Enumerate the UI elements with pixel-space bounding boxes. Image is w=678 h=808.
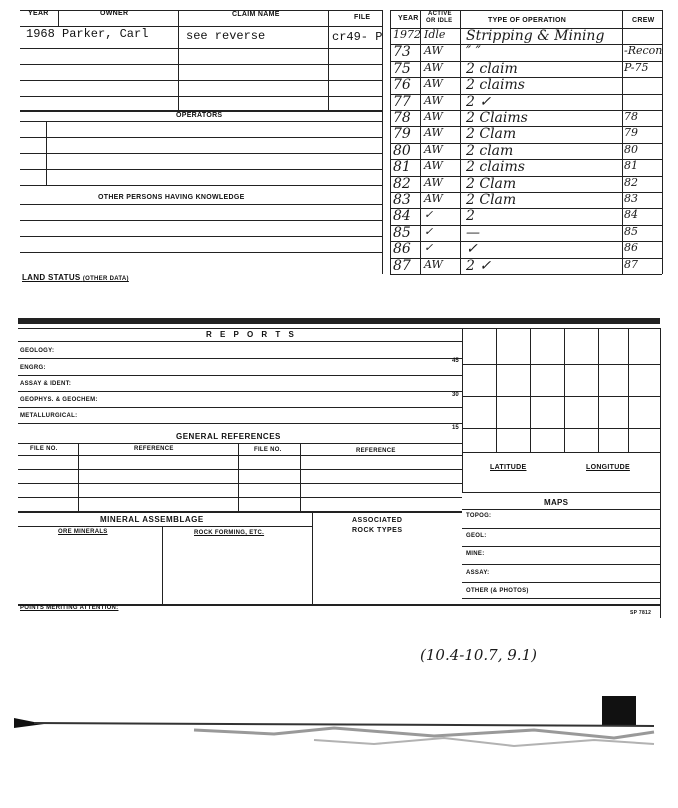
ops-operation: 2 ✓ <box>466 93 492 110</box>
ops-operation: 2 clam <box>466 142 514 159</box>
ops-operation: 2 Clam <box>466 192 517 208</box>
scan-noise-band <box>14 716 662 752</box>
record-claim-name: see reverse <box>186 29 266 43</box>
ops-crew: 79 <box>624 126 638 140</box>
header-idle: OR IDLE <box>426 18 453 24</box>
header-claim-name: CLAIM NAME <box>232 11 280 18</box>
reports-geophys: GEOPHYS. & GEOCHEM: <box>20 397 98 403</box>
land-status-sub: (OTHER DATA) <box>82 276 129 282</box>
reports-metallurgical: METALLURGICAL: <box>20 413 78 419</box>
ops-row-line <box>390 274 662 275</box>
ops-crew: 78 <box>624 110 638 123</box>
reports-title: R E P O R T S <box>206 330 297 339</box>
ops-crew: 87 <box>624 257 638 271</box>
ops-crew: -Recon <box>624 44 663 58</box>
record-year: 1968 <box>26 27 55 41</box>
ops-status: ✓ <box>424 224 434 238</box>
ops-year: 86 <box>393 241 411 258</box>
ops-status: Idle <box>424 28 446 41</box>
ops-year: 1972 <box>393 28 421 41</box>
ops-status: AW <box>424 77 443 91</box>
maps-assay: ASSAY: <box>466 570 490 576</box>
ops-year: 81 <box>393 159 411 176</box>
ops-operation: 2 Clam <box>466 175 517 192</box>
maps-other: OTHER (& PHOTOS) <box>466 588 529 594</box>
reports-geology: GEOLOGY: <box>20 348 55 354</box>
ops-status: AW <box>424 257 443 271</box>
header-owner: OWNER <box>100 10 129 17</box>
scale-45: 45 <box>452 358 459 364</box>
scale-15: 15 <box>452 425 459 431</box>
ops-status: ✓ <box>424 241 434 255</box>
ore-minerals-label: ORE MINERALS <box>58 529 108 535</box>
ops-crew: P-75 <box>624 60 649 74</box>
header-crew: CREW <box>632 17 655 24</box>
ops-status: AW <box>424 93 443 107</box>
ops-operation: Stripping & Mining <box>466 28 605 44</box>
ref-file-no-2: FILE NO. <box>254 447 282 453</box>
ops-crew: 80 <box>624 142 638 156</box>
ops-year: 73 <box>393 44 411 61</box>
ops-status: AW <box>424 192 443 205</box>
ops-status: AW <box>424 110 443 123</box>
ops-operation: 2 ✓ <box>466 257 492 274</box>
form-number: SP 7812 <box>630 610 652 616</box>
ops-status: ✓ <box>424 208 434 222</box>
ops-operation: — <box>466 224 480 241</box>
ops-status: AW <box>424 159 443 173</box>
ops-year: 77 <box>393 93 411 110</box>
reports-top-band <box>18 318 660 324</box>
maps-geol: GEOL: <box>466 533 487 539</box>
ops-status: AW <box>424 175 443 189</box>
maps-topog: TOPOG: <box>466 513 492 519</box>
maps-mine: MINE: <box>466 551 485 557</box>
handwritten-reference: (10.4-10.7, 9.1) <box>420 646 537 664</box>
ops-year: 85 <box>393 224 411 241</box>
other-persons-label: OTHER PERSONS HAVING KNOWLEDGE <box>98 194 245 201</box>
ops-crew: 83 <box>624 192 638 205</box>
header-file: FILE <box>354 14 371 21</box>
ops-year: 82 <box>393 175 411 192</box>
ops-operation: 2 claim <box>466 60 518 77</box>
header-year: YEAR <box>28 10 49 17</box>
ops-year: 75 <box>393 60 411 77</box>
ops-year: 84 <box>393 208 411 225</box>
ops-year: 87 <box>393 257 411 274</box>
ops-operation: 2 <box>466 208 475 225</box>
ops-year: 76 <box>393 77 411 94</box>
rock-forming-label: ROCK FORMING, ETC. <box>194 530 265 536</box>
reports-engrg: ENGRG: <box>20 365 46 371</box>
record-owner: Parker, Carl <box>62 27 149 41</box>
ops-status: AW <box>424 44 443 58</box>
ops-operation: 2 claims <box>466 159 525 176</box>
ops-crew: 84 <box>624 208 638 222</box>
ref-reference-2: REFERENCE <box>356 448 396 454</box>
scale-30: 30 <box>452 392 459 398</box>
longitude-label: LONGITUDE <box>586 464 630 471</box>
reports-assay: ASSAY & IDENT: <box>20 381 72 387</box>
header-type-of-operation: TYPE OF OPERATION <box>488 17 567 24</box>
ops-crew: 85 <box>624 224 638 238</box>
ops-year: 83 <box>393 192 411 208</box>
ops-crew: 82 <box>624 175 638 189</box>
ops-status: AW <box>424 60 443 74</box>
ops-status: AW <box>424 126 443 140</box>
ref-file-no-1: FILE NO. <box>30 446 58 452</box>
ops-crew: 86 <box>624 241 638 255</box>
header-right-year: YEAR <box>398 15 419 22</box>
ops-status: AW <box>424 142 443 156</box>
ops-crew: 81 <box>624 159 638 173</box>
points-meriting-attention: POINTS MERITING ATTENTION: <box>20 605 119 611</box>
ops-year: 79 <box>393 126 411 143</box>
ops-year: 78 <box>393 110 411 126</box>
ref-reference-1: REFERENCE <box>134 446 174 452</box>
latitude-label: LATITUDE <box>490 464 527 471</box>
ops-year: 80 <box>393 142 411 159</box>
ops-operation: 2 Clam <box>466 126 517 143</box>
associated-label: ASSOCIATED <box>352 517 403 524</box>
ops-operation: 2 Claims <box>466 110 528 126</box>
operators-label: OPERATORS <box>176 112 223 119</box>
record-file: cr49- P <box>332 30 383 44</box>
ops-operation: ✓ <box>466 241 478 258</box>
header-active: ACTIVE <box>428 11 452 17</box>
ops-operation: ″ ″ <box>466 44 481 61</box>
rock-types-label: ROCK TYPES <box>352 527 403 534</box>
mineral-assemblage-title: MINERAL ASSEMBLAGE <box>100 515 204 524</box>
land-status-text: LAND STATUS <box>22 273 81 282</box>
ops-operation: 2 claims <box>466 77 525 94</box>
maps-title: MAPS <box>544 498 569 507</box>
land-status-label <box>22 273 129 282</box>
general-references-title: GENERAL REFERENCES <box>176 432 281 441</box>
